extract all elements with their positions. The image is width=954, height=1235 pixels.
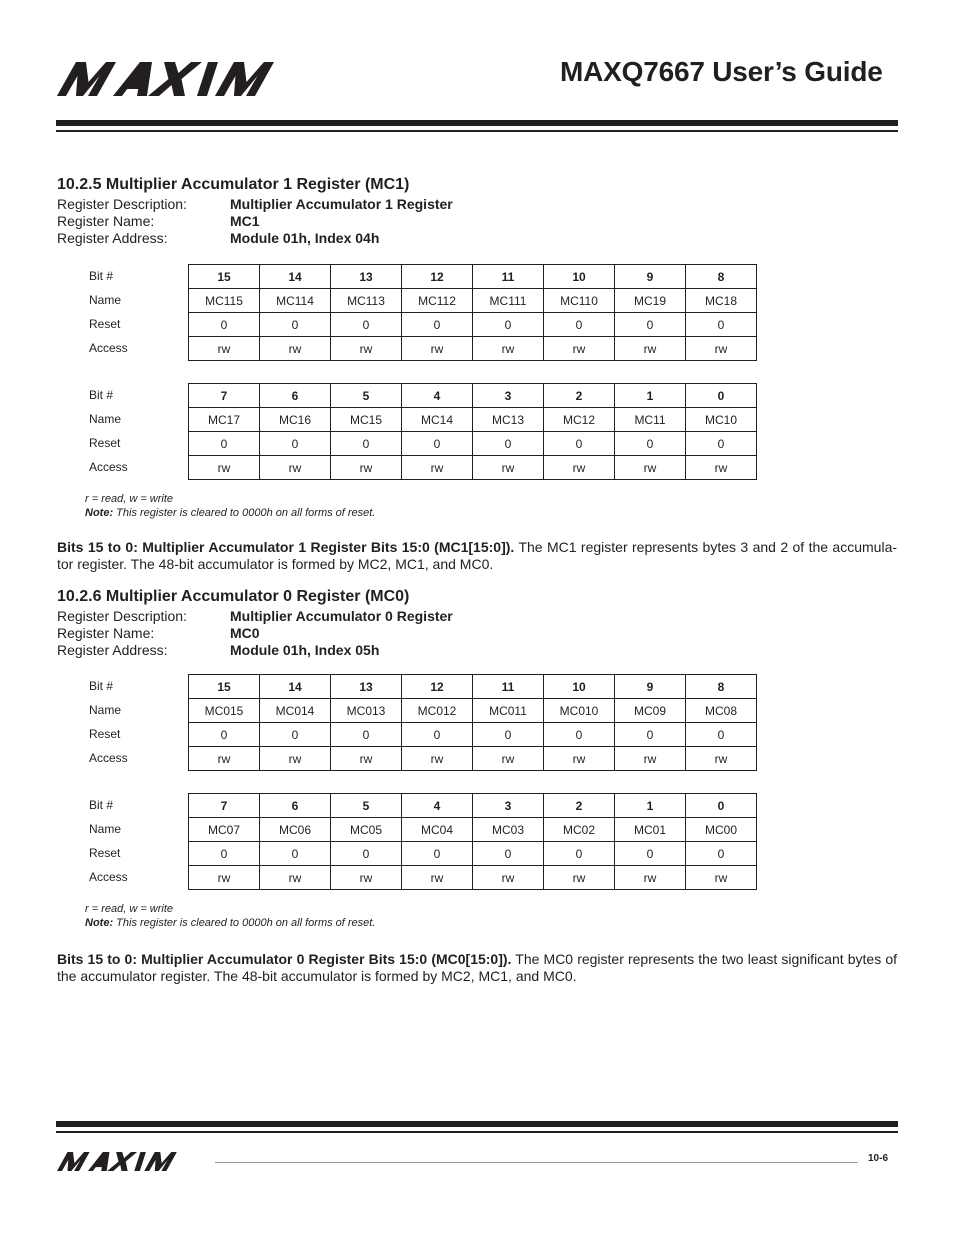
reset-value-cell: 0 (402, 842, 473, 866)
access-cell: rw (473, 747, 544, 771)
bit-number-cell: 15 (189, 675, 260, 699)
reset-value-cell: 0 (473, 432, 544, 456)
row-label: Name (89, 412, 122, 426)
header-rule-thin (56, 130, 898, 132)
access-cell: rw (473, 456, 544, 480)
access-cell: rw (615, 747, 686, 771)
description-bold: Bits 15 to 0: Multiplier Accumulator 1 Register Bits 15:0 (MC1[15:0]). (57, 539, 515, 555)
bit-name-cell: MC19 (615, 289, 686, 313)
legend (85, 902, 375, 930)
bit-name-cell: MC010 (544, 699, 615, 723)
access-cell: rw (544, 866, 615, 890)
bit-name-cell: MC05 (331, 818, 402, 842)
bit-name-cell: MC114 (260, 289, 331, 313)
bit-name-cell: MC06 (260, 818, 331, 842)
bit-table (188, 674, 757, 771)
bit-name-cell: MC115 (189, 289, 260, 313)
bit-name-cell: MC011 (473, 699, 544, 723)
access-cell: rw (473, 337, 544, 361)
reset-value-cell: 0 (473, 842, 544, 866)
reset-value-cell: 0 (615, 723, 686, 747)
access-cell: rw (260, 456, 331, 480)
row-labels (89, 674, 179, 770)
reset-value-cell: 0 (615, 842, 686, 866)
table-row (189, 456, 757, 480)
reset-value-cell: 0 (473, 723, 544, 747)
bit-name-cell: MC16 (260, 408, 331, 432)
access-cell: rw (615, 866, 686, 890)
note (85, 916, 375, 930)
bit-name-cell: MC00 (686, 818, 757, 842)
bit-name-cell: MC015 (189, 699, 260, 723)
reset-value-cell: 0 (331, 723, 402, 747)
reset-value-cell: 0 (615, 313, 686, 337)
row-label: Reset (89, 846, 121, 860)
meta-row-name (57, 625, 899, 642)
access-cell: rw (402, 337, 473, 361)
row-label: Bit # (89, 388, 114, 402)
access-cell: rw (189, 866, 260, 890)
bit-number-cell: 12 (402, 675, 473, 699)
bit-number-cell: 5 (331, 794, 402, 818)
maxim-logo (57, 62, 325, 96)
access-cell: rw (260, 866, 331, 890)
bit-name-cell: MC01 (615, 818, 686, 842)
legend-text: r = read, w = write (85, 493, 174, 505)
note (85, 506, 375, 520)
access-cell: rw (615, 456, 686, 480)
reset-value-cell: 0 (686, 842, 757, 866)
reset-value-cell: 0 (544, 432, 615, 456)
bit-number-cell: 13 (331, 265, 402, 289)
register-block (57, 383, 899, 479)
bit-name-cell: MC113 (331, 289, 402, 313)
row-label: Access (89, 460, 128, 474)
footer-rule (56, 1121, 898, 1127)
bit-number-cell: 15 (189, 265, 260, 289)
bit-number-cell: 8 (686, 675, 757, 699)
bit-number-cell: 0 (686, 794, 757, 818)
table-row (189, 818, 757, 842)
access-cell: rw (331, 747, 402, 771)
bit-name-cell: MC03 (473, 818, 544, 842)
row-label: Name (89, 703, 122, 717)
row-label: Name (89, 293, 122, 307)
reset-value-cell: 0 (402, 432, 473, 456)
access-cell: rw (331, 866, 402, 890)
reset-value-cell: 0 (686, 432, 757, 456)
bit-description (57, 951, 897, 985)
meta-value: Module 01h, Index 04h (230, 230, 380, 246)
access-cell: rw (260, 747, 331, 771)
document-title: MAXQ7667 User’s Guide (560, 56, 883, 87)
meta-row-address (57, 642, 899, 659)
table-row (189, 265, 757, 289)
meta-value: MC0 (230, 625, 260, 641)
register-block (57, 793, 899, 889)
bit-name-cell: MC15 (331, 408, 402, 432)
meta-value: MC1 (230, 213, 260, 229)
bit-table (188, 383, 757, 480)
register-block (57, 674, 899, 770)
access-cell: rw (402, 456, 473, 480)
bit-number-cell: 11 (473, 675, 544, 699)
access-cell: rw (402, 747, 473, 771)
table-row (189, 747, 757, 771)
bit-number-cell: 4 (402, 794, 473, 818)
meta-label: Register Description: (57, 196, 187, 212)
access-cell: rw (686, 456, 757, 480)
bit-name-cell: MC10 (686, 408, 757, 432)
access-cell: rw (331, 337, 402, 361)
table-row (189, 337, 757, 361)
reset-value-cell: 0 (331, 432, 402, 456)
bit-number-cell: 8 (686, 265, 757, 289)
access-cell: rw (473, 866, 544, 890)
maxim-footer-logo (57, 1152, 205, 1171)
bit-name-cell: MC12 (544, 408, 615, 432)
meta-label: Register Address: (57, 642, 168, 658)
description-text: The MC1 register represents bytes 3 and 2 of the accumula-tor register. The 48-bit accumulator is formed by MC2, MC1, and MC0. (57, 539, 898, 572)
bit-number-cell: 0 (686, 384, 757, 408)
bit-name-cell: MC04 (402, 818, 473, 842)
bit-name-cell: MC110 (544, 289, 615, 313)
reset-value-cell: 0 (331, 313, 402, 337)
row-label: Access (89, 341, 128, 355)
table-row (189, 313, 757, 337)
table-row (189, 794, 757, 818)
note-text: This register is cleared to 0000h on all forms of reset. (116, 507, 376, 519)
note-text: This register is cleared to 0000h on all forms of reset. (116, 917, 376, 929)
access-cell: rw (544, 747, 615, 771)
bit-name-cell: MC112 (402, 289, 473, 313)
bit-number-cell: 10 (544, 675, 615, 699)
meta-row-description (57, 608, 899, 625)
reset-value-cell: 0 (331, 842, 402, 866)
bit-number-cell: 9 (615, 675, 686, 699)
legend-text: r = read, w = write (85, 903, 174, 915)
meta-value: Multiplier Accumulator 1 Register (230, 196, 453, 212)
access-cell: rw (331, 456, 402, 480)
access-cell: rw (189, 747, 260, 771)
bit-number-cell: 14 (260, 265, 331, 289)
reset-value-cell: 0 (189, 842, 260, 866)
table-row (189, 384, 757, 408)
access-cell: rw (189, 337, 260, 361)
reset-value-cell: 0 (260, 313, 331, 337)
bit-name-cell: MC07 (189, 818, 260, 842)
description-text: The MC0 register represents the two least significant bytes of the accumulator register. The 48-bit accumulator is formed by MC2, MC1, and MC0. (57, 951, 897, 984)
table-row (189, 675, 757, 699)
reset-value-cell: 0 (189, 313, 260, 337)
bit-number-cell: 6 (260, 384, 331, 408)
reset-value-cell: 0 (260, 842, 331, 866)
bit-description (57, 539, 897, 573)
row-labels (89, 793, 179, 889)
bit-number-cell: 7 (189, 384, 260, 408)
access-cell: rw (544, 337, 615, 361)
table-row (189, 723, 757, 747)
reset-value-cell: 0 (402, 313, 473, 337)
reset-value-cell: 0 (402, 723, 473, 747)
meta-label: Register Address: (57, 230, 168, 246)
reset-value-cell: 0 (260, 432, 331, 456)
access-cell: rw (686, 747, 757, 771)
row-label: Reset (89, 436, 121, 450)
meta-row-address (57, 230, 899, 247)
reset-value-cell: 0 (686, 313, 757, 337)
reset-value-cell: 0 (544, 723, 615, 747)
access-cell: rw (260, 337, 331, 361)
table-row (189, 699, 757, 723)
page-number: 10-6 (868, 1153, 889, 1164)
meta-row-description (57, 196, 899, 213)
bit-number-cell: 9 (615, 265, 686, 289)
access-cell: rw (615, 337, 686, 361)
access-cell: rw (189, 456, 260, 480)
section-mc0 (57, 586, 899, 659)
bit-number-cell: 6 (260, 794, 331, 818)
table-row (189, 866, 757, 890)
register-block (57, 264, 899, 360)
footer-rule-thin (56, 1131, 898, 1133)
bit-number-cell: 1 (615, 794, 686, 818)
row-label: Bit # (89, 679, 114, 693)
access-cell: rw (402, 866, 473, 890)
bit-name-cell: MC18 (686, 289, 757, 313)
table-row (189, 842, 757, 866)
table-row (189, 432, 757, 456)
meta-row-name (57, 213, 899, 230)
bit-number-cell: 14 (260, 675, 331, 699)
description-bold: Bits 15 to 0: Multiplier Accumulator 0 Register Bits 15:0 (MC0[15:0]). (57, 951, 512, 967)
row-label: Reset (89, 317, 121, 331)
bit-name-cell: MC11 (615, 408, 686, 432)
reset-value-cell: 0 (544, 313, 615, 337)
bit-name-cell: MC013 (331, 699, 402, 723)
legend (85, 492, 375, 520)
bit-number-cell: 2 (544, 384, 615, 408)
row-label: Access (89, 870, 128, 884)
access-cell: rw (686, 866, 757, 890)
header-rule (56, 120, 898, 126)
reset-value-cell: 0 (189, 432, 260, 456)
row-labels (89, 264, 179, 360)
section-mc1 (57, 174, 899, 247)
bit-number-cell: 10 (544, 265, 615, 289)
reset-value-cell: 0 (615, 432, 686, 456)
meta-value: Module 01h, Index 05h (230, 642, 380, 658)
reset-value-cell: 0 (544, 842, 615, 866)
row-label: Bit # (89, 798, 114, 812)
bit-table (188, 793, 757, 890)
row-label: Name (89, 822, 122, 836)
note-label: Note: (85, 917, 114, 929)
bit-name-cell: MC08 (686, 699, 757, 723)
meta-label: Register Name: (57, 213, 155, 229)
note-label: Note: (85, 507, 114, 519)
bit-number-cell: 13 (331, 675, 402, 699)
bit-number-cell: 4 (402, 384, 473, 408)
bit-name-cell: MC09 (615, 699, 686, 723)
access-cell: rw (544, 456, 615, 480)
row-label: Reset (89, 727, 121, 741)
reset-value-cell: 0 (473, 313, 544, 337)
meta-label: Register Name: (57, 625, 155, 641)
bit-name-cell: MC14 (402, 408, 473, 432)
bit-name-cell: MC02 (544, 818, 615, 842)
bit-name-cell: MC13 (473, 408, 544, 432)
bit-number-cell: 5 (331, 384, 402, 408)
meta-label: Register Description: (57, 608, 187, 624)
section-heading: 10.2.5 Multiplier Accumulator 1 Register (MC1) (57, 176, 410, 193)
reset-value-cell: 0 (260, 723, 331, 747)
reset-value-cell: 0 (686, 723, 757, 747)
table-row (189, 289, 757, 313)
bit-name-cell: MC17 (189, 408, 260, 432)
bit-number-cell: 3 (473, 384, 544, 408)
bit-number-cell: 2 (544, 794, 615, 818)
bit-number-cell: 11 (473, 265, 544, 289)
bit-name-cell: MC014 (260, 699, 331, 723)
table-row (189, 408, 757, 432)
reset-value-cell: 0 (189, 723, 260, 747)
row-labels (89, 383, 179, 479)
meta-value: Multiplier Accumulator 0 Register (230, 608, 453, 624)
footer-divider (215, 1162, 858, 1163)
section-heading: 10.2.6 Multiplier Accumulator 0 Register (MC0) (57, 588, 410, 605)
row-label: Access (89, 751, 128, 765)
bit-name-cell: MC111 (473, 289, 544, 313)
access-cell: rw (686, 337, 757, 361)
bit-name-cell: MC012 (402, 699, 473, 723)
bit-table (188, 264, 757, 361)
bit-number-cell: 3 (473, 794, 544, 818)
row-label: Bit # (89, 269, 114, 283)
bit-number-cell: 1 (615, 384, 686, 408)
bit-number-cell: 12 (402, 265, 473, 289)
bit-number-cell: 7 (189, 794, 260, 818)
